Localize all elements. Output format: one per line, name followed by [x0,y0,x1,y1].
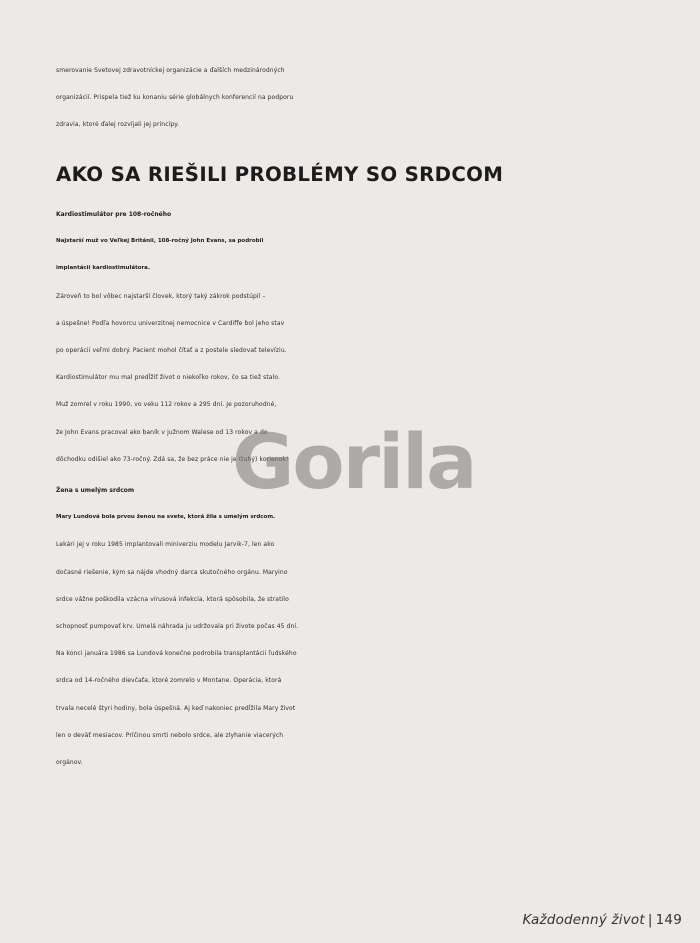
article-body-line: Na konci januára 1986 sa Lundová konečne podrobila transplantácii ľudského [56,650,297,658]
article-artificial-heart [56,477,656,776]
intro-paragraph [56,57,656,139]
article-body-line: dôchodku odišiel ako 73-ročný. Zdá sa, že bez práce nie je (tuhý) korienok! [56,455,289,463]
article-body-line: srdce vážne poškodila vzácna vírusová infekcia, ktorá spôsobila, že stratilo [56,595,289,603]
article-body-line: Lekári jej v roku 1985 implantovali miniverziu modelu Jarvik-7, len ako [56,541,275,549]
article-body-line: a úspešne! Podľa hovorcu univerzitnej nemocnice v Cardiffe bol jeho stav [56,319,285,327]
page-footer [522,912,682,928]
section-heading: AKO SA RIEŠILI PROBLÉMY SO SRDCOM [56,163,504,186]
article-body-line: trvala necelé štyri hodiny, bola úspešná. Aj keď nakoniec predĺžila Mary život [56,704,296,712]
intro-line: smerovanie Svetovej zdravotníckej organizácie a ďalších medzinárodných [56,67,285,74]
article-body-line: Zároveň to bol vôbec najstarší človek, ktorý taký zákrok podstúpil – [56,292,266,300]
article-body-line: schopnosť pumpovať krv. Umelá náhrada ju udržovala pri živote počas 45 dní. [56,623,299,631]
article-body-line: že John Evans pracoval ako baník v južnom Walese od 13 rokov a do [56,428,268,436]
article-pacemaker [56,201,656,473]
footer-separator: | [647,912,653,928]
watermark-logo: Gorila [232,417,476,506]
page-number: 149 [655,912,682,928]
article-body-line: srdca od 14-ročného dievčaťa, ktoré zomrelo v Montane. Operácia, ktorá [56,677,282,685]
article-subhead: Kardiostimulátor pre 108-ročného [56,211,172,218]
article-lead-line: Mary Lundová bola prvou ženou na svete, ktorá žila s umelým srdcom. [56,514,276,521]
footer-book-title: Každodenný život [522,912,645,928]
article-body-line: Kardiostimulátor mu mal predĺžiť život o niekoľko rokov, čo sa tiež stalo. [56,374,280,382]
article-lead-line: Najstarší muž vo Veľkej Británii, 108-ročný John Evans, sa podrobil [56,238,264,245]
article-body-line: len o deväť mesiacov. Príčinou smrti nebolo srdce, ale zlyhanie viacerých [56,731,284,739]
article-subhead: Žena s umelým srdcom [56,487,135,494]
article-body-line: po operácii veľmi dobrý. Pacient mohol čítať a z postele sledovať televíziu. [56,347,287,355]
article-body-line: dočasné riešenie, kým sa nájde vhodný darca skutočného orgánu. Maryino [56,568,288,576]
intro-line: zdravia, ktoré ďalej rozvíjali jej princípy. [56,121,180,129]
article-body-line: orgánov. [56,759,83,767]
article-lead-line: implantácii kardiostimulátora. [56,265,150,272]
intro-line: organizácií. Prispela tiež ku konaniu série globálnych konferencií na podporu [56,94,294,102]
article-body-line: Muž zomrel v roku 1990, vo veku 112 rokov a 295 dní. Je pozoruhodné, [56,401,277,409]
